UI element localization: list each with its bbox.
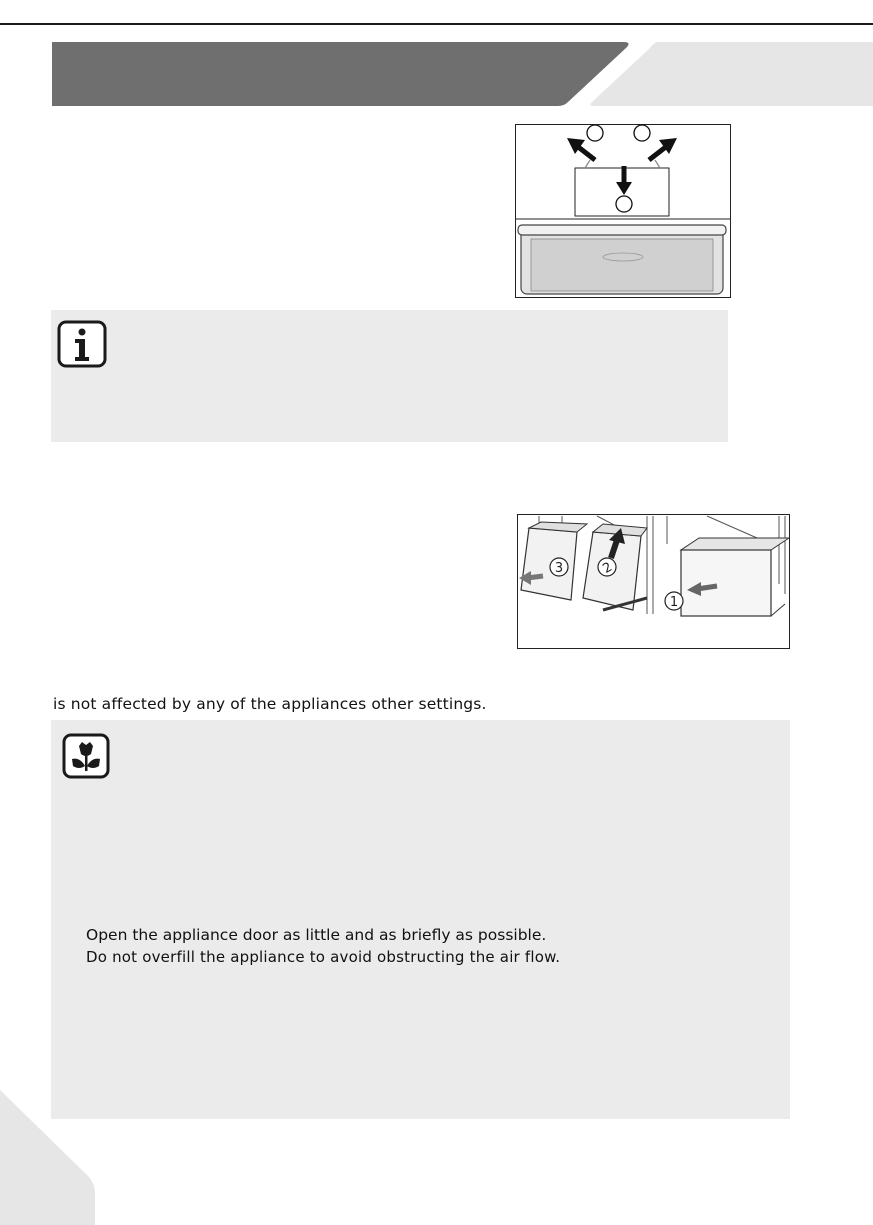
eco-tips-box <box>51 720 790 1119</box>
drawer-removal-figure <box>517 514 790 649</box>
eco-tip-item: Open the appliance door as little and as briefly as possible. <box>86 926 547 944</box>
step-label-3 <box>550 558 568 576</box>
info-icon <box>57 320 107 368</box>
info-note-box <box>51 310 728 442</box>
step-label-2 <box>598 558 616 577</box>
step-marker-circle <box>616 196 632 212</box>
section-header-banner <box>52 42 632 106</box>
svg-text:2: 2 <box>600 559 616 577</box>
step-marker-circle <box>587 125 603 141</box>
top-divider <box>0 23 873 25</box>
step-marker-circle <box>634 125 650 141</box>
section-header-tab <box>588 42 873 106</box>
eco-tip-item: Do not overfill the appliance to avoid obstructing the air flow. <box>86 948 561 966</box>
svg-text:1: 1 <box>669 595 679 610</box>
crisper-drawer-drawing <box>518 225 726 294</box>
step-label-1 <box>665 592 683 610</box>
eco-leaf-icon <box>62 733 110 779</box>
settings-note-text: is not affected by any of the appliances other settings. <box>53 695 487 713</box>
svg-text:3: 3 <box>554 561 564 576</box>
shelf-removal-figure <box>515 124 731 298</box>
page-corner-tab <box>0 1090 95 1225</box>
